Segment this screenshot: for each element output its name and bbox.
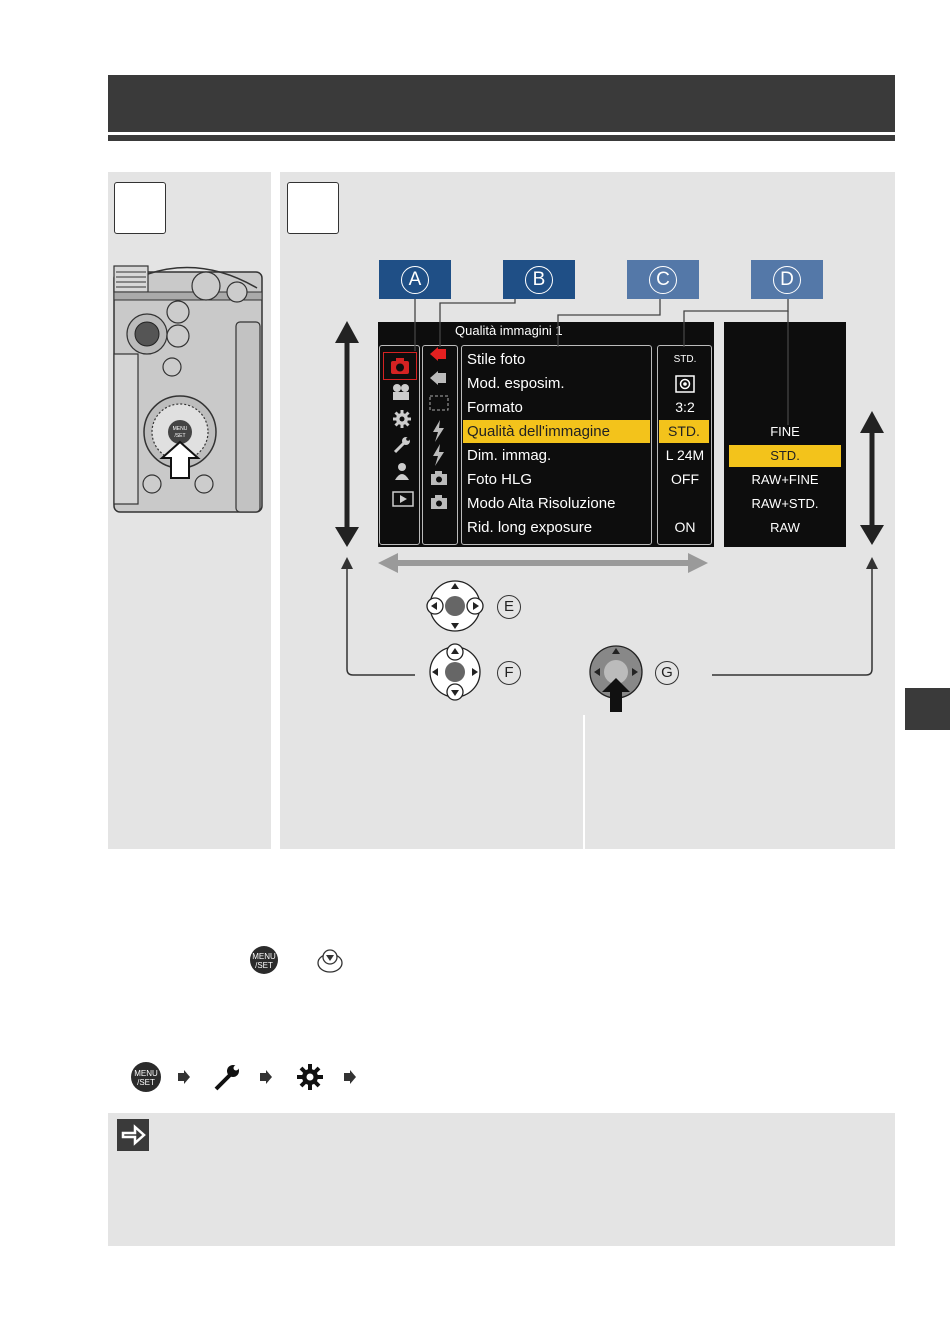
option-std[interactable]: STD. [729,445,841,467]
menu-set-path-icon [131,1062,161,1092]
menu-label-2: /SET [255,961,273,970]
callout-letter-d: D [773,266,801,294]
step-2-box [287,182,339,234]
menu-item-foto-hlg[interactable]: Foto HLG [467,471,533,488]
menu-set-button-icon [248,945,280,975]
panel-divider [583,715,585,849]
callout-letter-e: E [497,595,521,619]
section-title-bar [108,75,895,132]
callout-label-a [379,260,451,299]
dial-left-right-icon[interactable] [424,579,486,633]
menu-path [130,1061,370,1093]
gear-path-icon [297,1064,323,1090]
callout-letter-g: G [655,661,679,685]
callout-label-d [751,260,823,299]
option-fine[interactable]: FINE [770,424,800,439]
step-1-box [114,182,166,234]
menu-label-1: MENU [252,952,276,961]
option-raw[interactable]: RAW [770,520,800,535]
value-formato: 3:2 [675,399,695,415]
value-stile-foto: STD. [673,354,697,365]
path-menu-label-2: /SET [137,1078,155,1087]
callout-label-b [503,260,575,299]
wrench-path-icon [216,1065,239,1089]
menu-item-dim-immag[interactable]: Dim. immag. [467,447,552,464]
value-rid-long-exposure: ON [674,519,696,535]
svg-text:/SET: /SET [174,433,186,439]
menu-set-press-icon[interactable] [586,642,646,714]
title-underline [108,135,895,141]
camera-back-illustration [112,262,264,514]
callout-label-c [627,260,699,299]
dial-up-down-icon[interactable] [424,643,486,701]
callout-letter-a: A [401,266,429,294]
value-dim-immag: L 24M [665,447,705,463]
menu-item-stile-foto[interactable]: Stile foto [467,351,526,368]
value-foto-hlg: OFF [671,471,699,487]
joystick-press-icon [314,945,346,975]
callout-letter-c: C [649,266,677,294]
note-panel [108,1113,895,1246]
callout-letter-f: F [497,661,521,685]
menu-item-formato[interactable]: Formato [467,399,523,416]
menu-item-modo-alta-risoluzione[interactable]: Modo Alta Risoluzione [467,495,616,512]
callout-letter-b: B [525,266,553,294]
path-menu-label-1: MENU [134,1069,158,1078]
arrow-right-icon [178,1070,190,1084]
menu-item-rid-long-exposure[interactable]: Rid. long exposure [467,519,593,536]
chapter-side-tab [905,688,950,730]
option-raw-std[interactable]: RAW+STD. [751,496,819,511]
menu-item-qualita-immagine[interactable]: Qualità dell'immagine [463,420,650,443]
svg-text:MENU: MENU [172,426,188,432]
value-qualita-immagine: STD. [659,420,709,443]
menu-title: Qualità immagini 1 [455,323,563,338]
option-raw-fine[interactable]: RAW+FINE [751,472,819,487]
note-arrow-icon [117,1119,149,1151]
menu-item-mod-esposim[interactable]: Mod. esposim. [467,375,565,392]
arrow-right-icon [260,1070,272,1084]
arrow-right-icon [344,1070,356,1084]
